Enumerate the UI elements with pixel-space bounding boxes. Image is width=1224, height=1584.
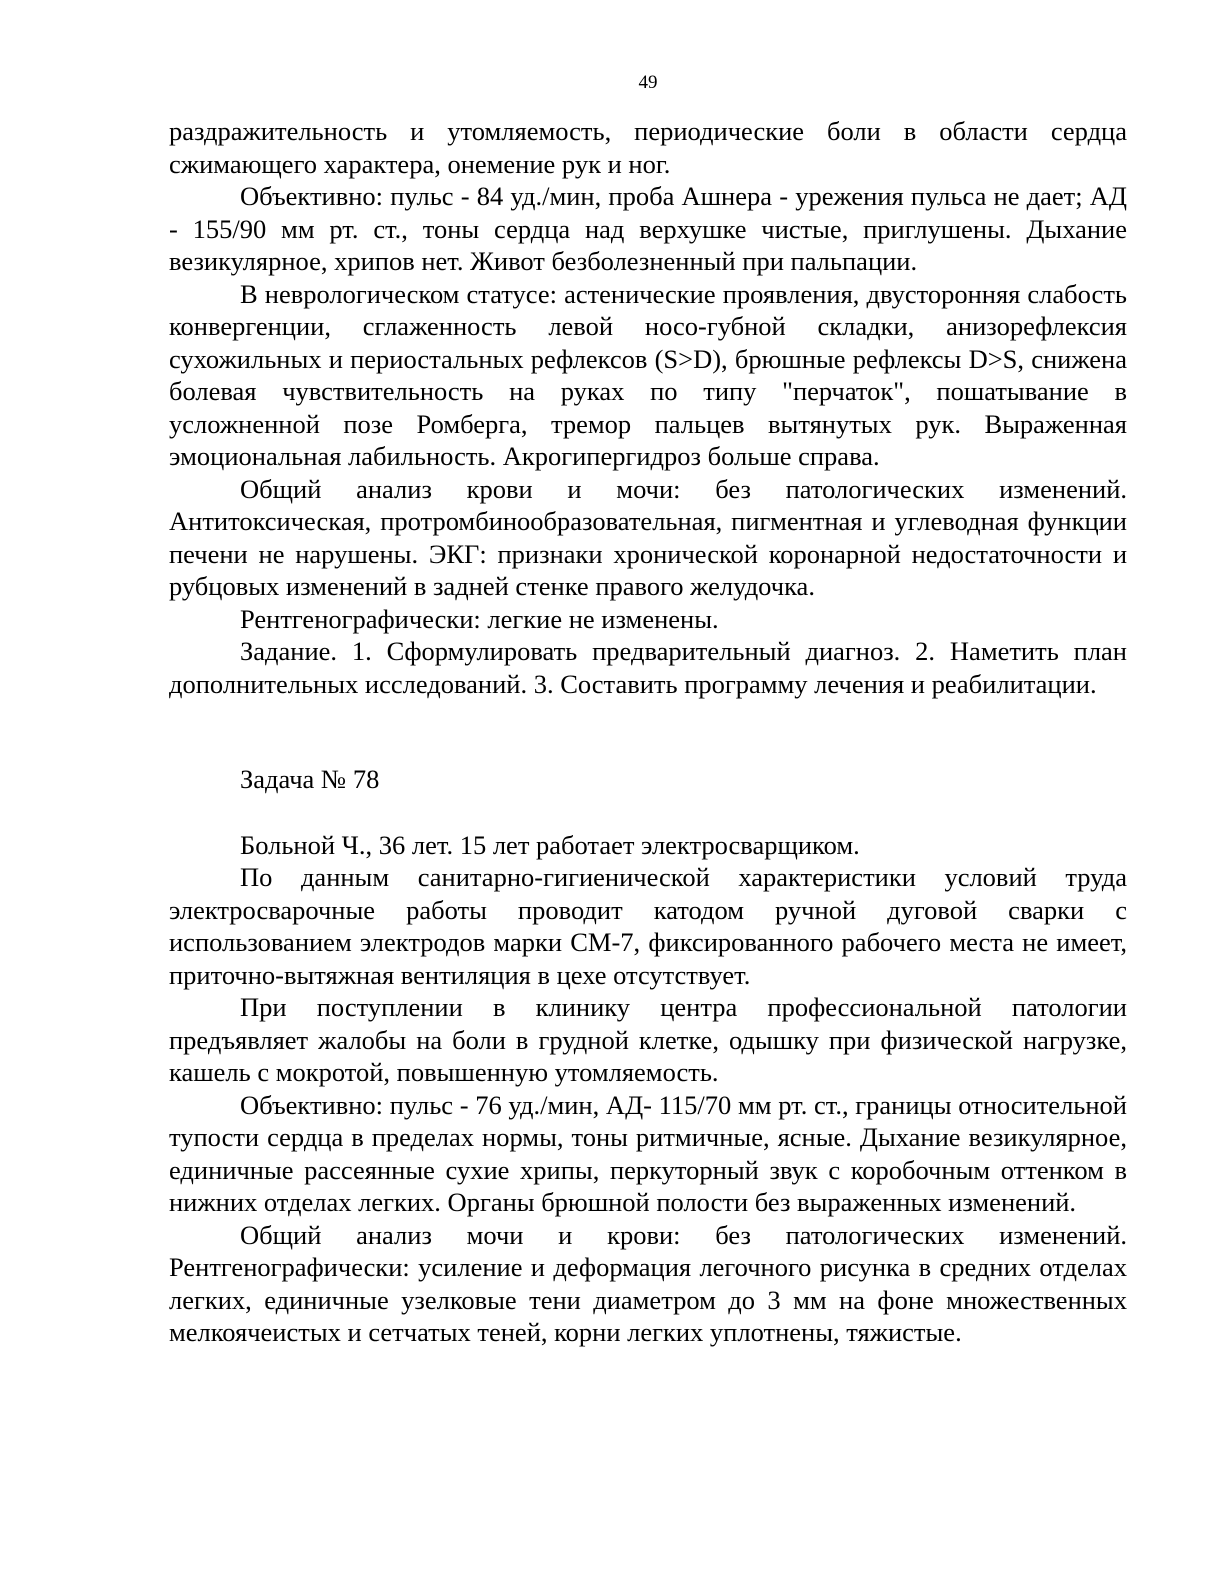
page-number: 49 [638,72,658,93]
task-title: Задача № 78 [240,764,380,794]
paragraph-complaints: раздражительность и утомляемость, периодические боли в области сердца сжимающего характера, онемение рук и ног. [169,116,1127,179]
task-body [169,829,1127,1349]
paragraph-admission-complaints: При поступлении в клинику центра профессиональной патологии предъявляет жалобы на боли в грудной клетке, одышку при физической нагрузке, кашель с мокротой, повышенную утомляемость. [169,992,1127,1087]
paragraph-objective: Объективно: пульс - 84 уд./мин, проба Ашнера - урежения пульса не дает; АД - 155/90 мм рт. ст., тоны сердца над верхушке чистые, приглушены. Дыхание везикулярное, хрипов нет. Живот безболезненный при пальпации. [169,181,1127,276]
case-continuation [169,115,1127,700]
paragraph-objective-exam: Объективно: пульс - 76 уд./мин, АД- 115/70 мм рт. ст., границы относительной тупости сердца в пределах нормы, тоны ритмичные, ясные. Дыхание везикулярное, единичные рассеянные сухие хрипы, перкуторный звук с коробочным оттенком в нижних отделах легких. Органы брюшной полости без выраженных изменений. [169,1089,1127,1217]
paragraph-lab-results: Общий анализ крови и мочи: без патологических изменений. Антитоксическая, протромбинообразовательная, пигментная и углеводная функции печени не нарушены. ЭКГ: признаки хронической коронарной недостаточности и рубцовых изменений в задней стенке правого желудочка. [169,473,1127,601]
paragraph-lab-and-xray: Общий анализ мочи и крови: без патологических изменений. Рентгенографически: усиление и деформация легочного рисунка в средних отделах легких, единичные узелковые тени диаметром до 3 мм на фоне множественных мелкоячеистых и сетчатых теней, корни легких уплотнены, тяжистые. [169,1219,1127,1347]
paragraph-assignment: Задание. 1. Сформулировать предварительный диагноз. 2. Наметить план дополнительных исследований. 3. Составить программу лечения и реабилитации. [169,636,1127,699]
paragraph-neurological-status: В неврологическом статусе: астенические проявления, двусторонняя слабость конвергенции, сглаженность левой носо-губной складки, анизорефлексия сухожильных и периостальных рефлексов (S>D), брюшные рефлексы D>S, снижена болевая чувствительность на руках по типу "перчаток", пошатывание в усложненной позе Ромберга, тремор пальцев вытянутых рук. Выраженная эмоциональная лабильность. Акрогипергидроз больше справа. [169,278,1127,471]
paragraph-xray: Рентгенографически: легкие не изменены. [240,603,719,634]
task-78 [169,763,1127,1349]
paragraph-work-conditions: По данным санитарно-гигиенической характеристики условий труда электросварочные работы проводит катодом ручной дуговой сварки с использованием электродов марки СМ-7, фиксированного рабочего места не имеет, приточно-вытяжная вентиляция в цехе отсутствует. [169,862,1127,990]
paragraph-patient-info: Больной Ч., 36 лет. 15 лет работает электросварщиком. [240,829,860,860]
